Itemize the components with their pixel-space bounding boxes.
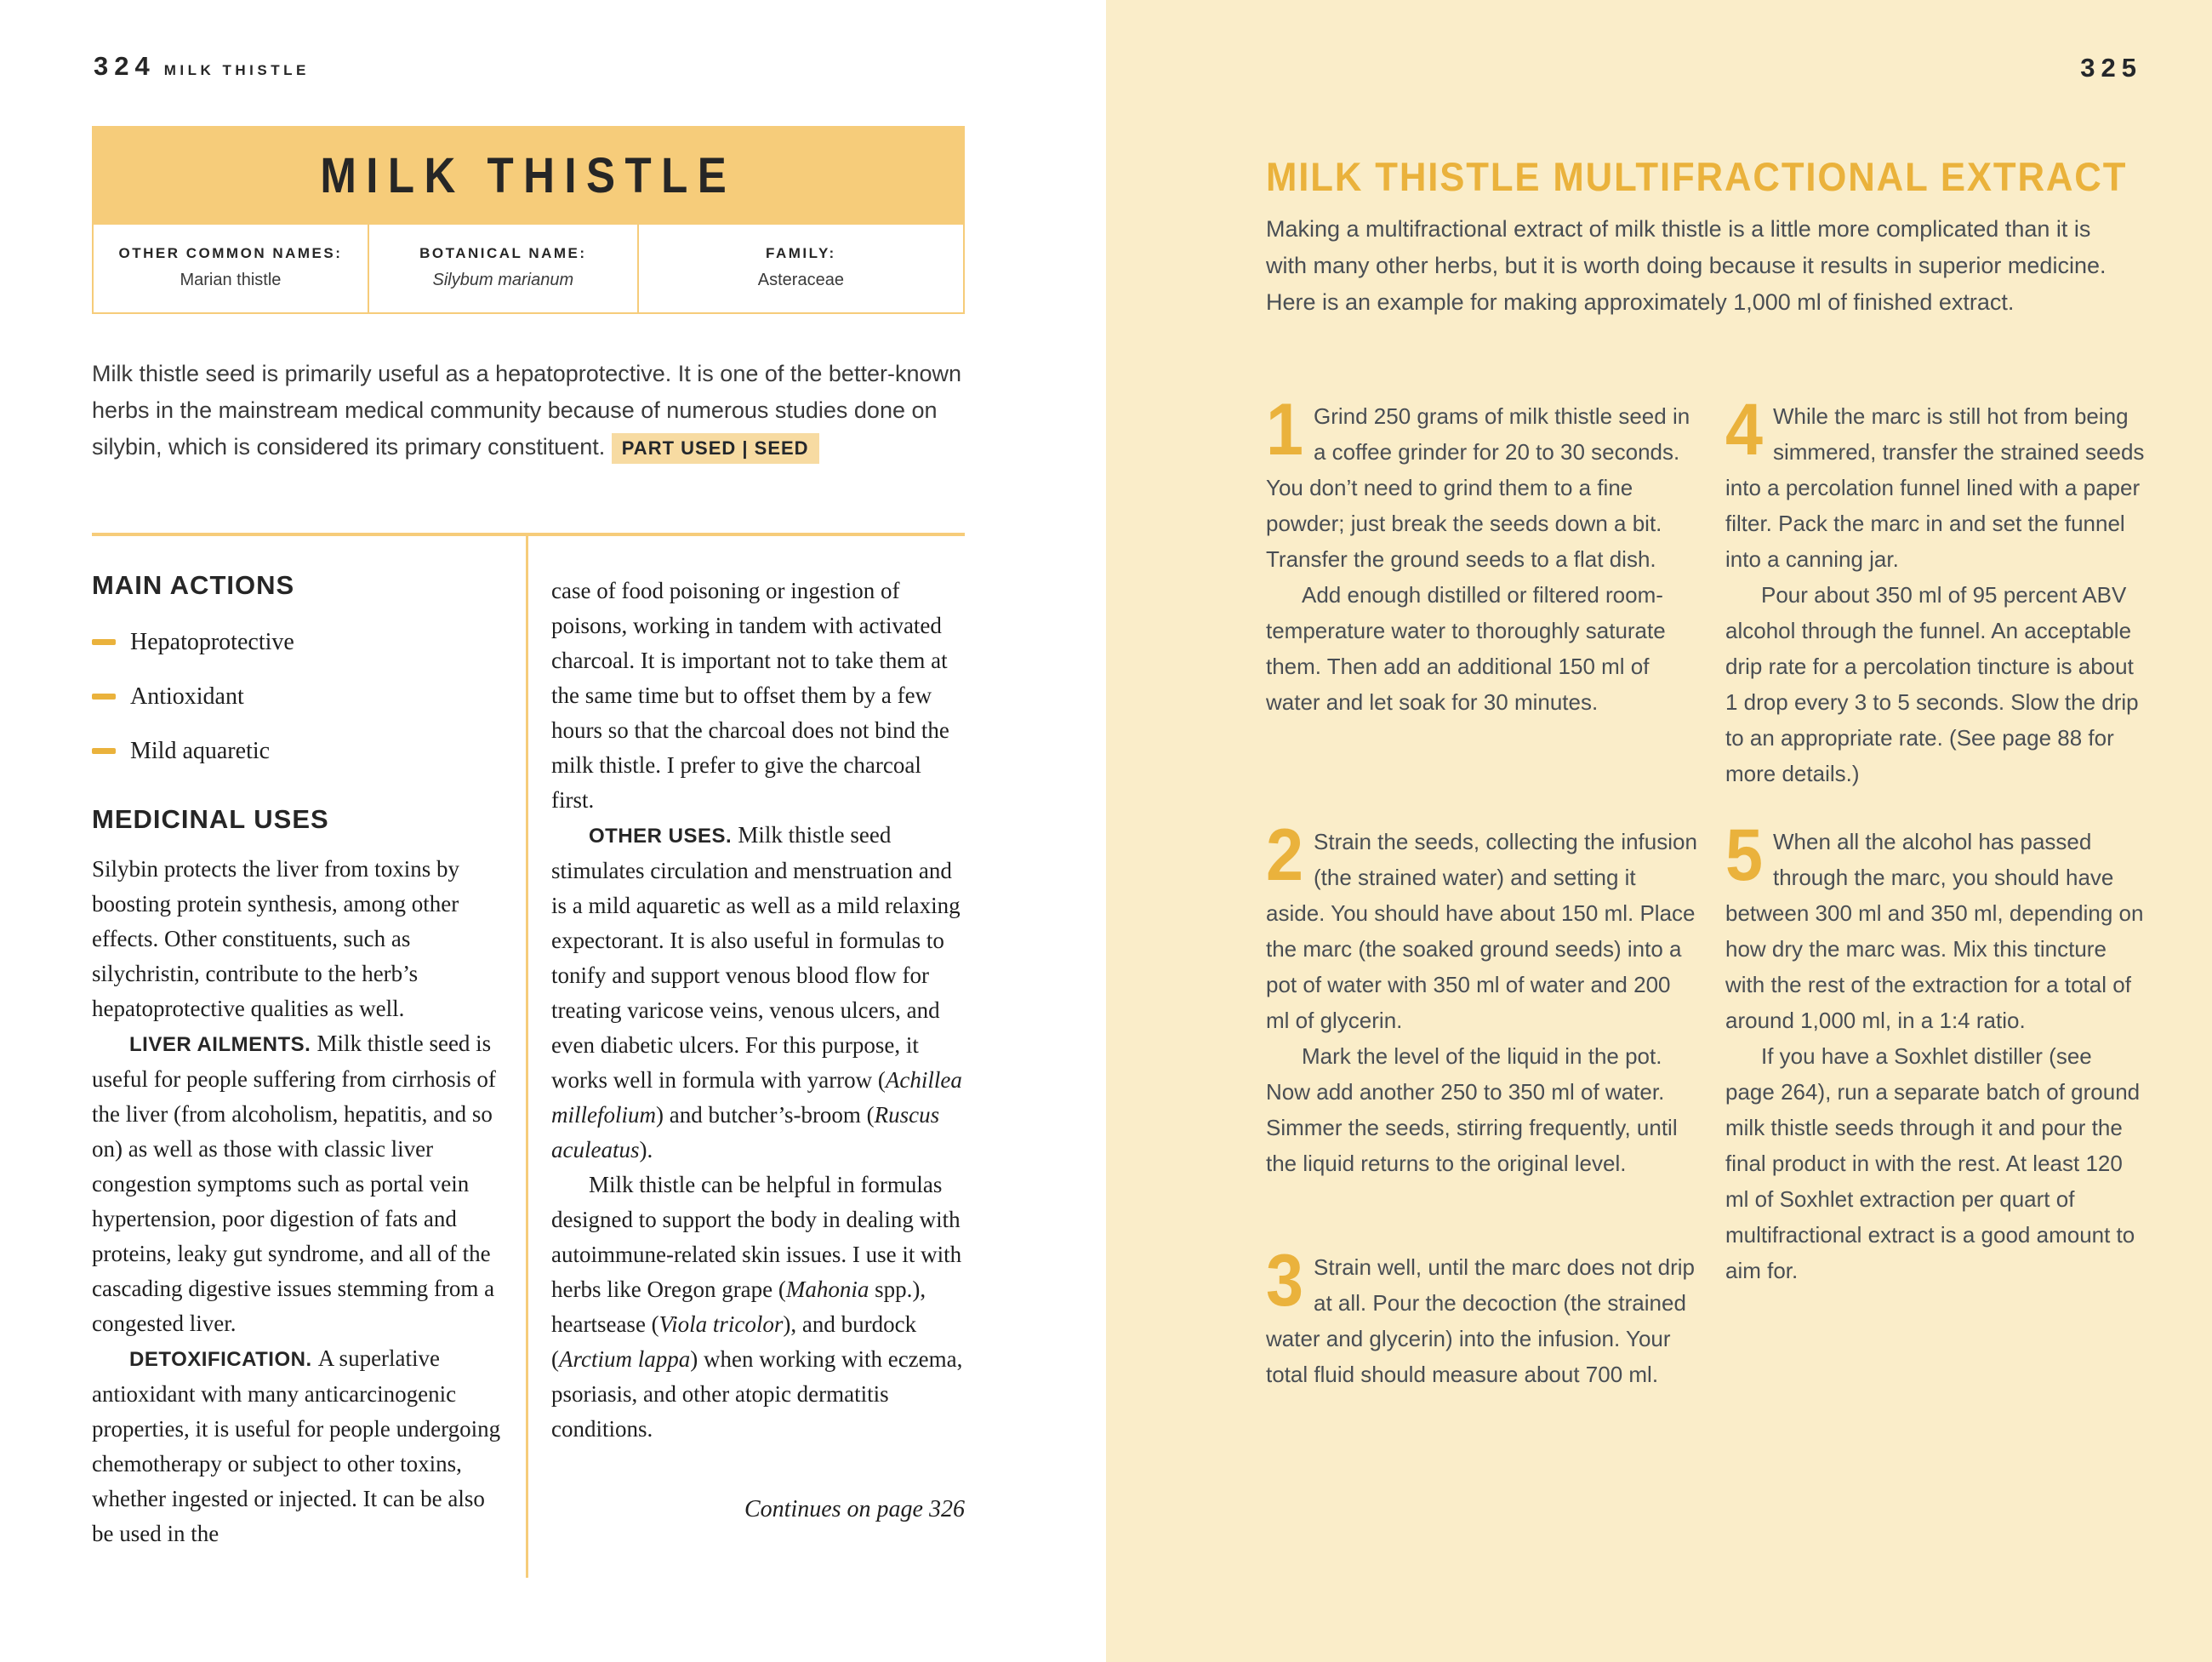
recipe-step-2 [1266, 814, 1698, 1249]
info-label: FAMILY: [766, 245, 836, 261]
list-item [92, 626, 507, 658]
action-label: Hepatoprotective [130, 629, 294, 655]
step-paragraph: When all the alcohol has passed through the marc, you should have between 300 ml and 350 ml, depending on how dry the marc was. Mix this tincture with the rest of the extraction for a total of around 1,000 ml, in a 1:4 ratio. [1725, 829, 2144, 1033]
step-paragraph: If you have a Soxhlet distiller (see page 264), run a separate batch of ground milk thistle seeds through it and pour the final product in with the rest. At least 120 ml of Soxhlet extraction per quart of multifractional extract is a good amount to aim for. [1725, 1043, 2141, 1283]
herb-info-table [92, 225, 965, 314]
column-divider [526, 536, 528, 1578]
step-number: 3 [1266, 1240, 1303, 1322]
recipe-step-3 [1266, 1240, 1698, 1392]
right-page [1106, 0, 2212, 1662]
part-used-value: SEED [754, 437, 809, 459]
step-number: 2 [1266, 814, 1303, 896]
body-paragraph: DETOXIFICATION. A superlative antioxidant with many anticarcinogenic properties, it is useful for people undergoing chemotherapy or subject to other toxins, whether ingested or injected. It can be also be used in the [92, 1345, 501, 1546]
two-column-body [92, 536, 965, 1591]
body-paragraph: Silybin protects the liver from toxins by boosting protein synthesis, among other effects. Other constituents, such as silychristin, contribute to the herb’s hepatoprotective qualities as well. [92, 856, 459, 1021]
body-paragraph: OTHER USES. Milk thistle seed stimulates circulation and menstruation and is a mild aquaretic as well as a mild relaxing expectorant. It is also useful in formulas to tonify and support venous blood flow for treating varicose veins, venous ulcers, and even diabetic ulcers. For this purpose, it works well in formula with yarrow (Achillea millefolium) and butcher’s-broom (Ruscus aculeatus). [551, 822, 962, 1162]
right-column [551, 574, 965, 1523]
recipe-step-4 [1725, 389, 2146, 824]
recipe-intro-paragraph: Making a multifractional extract of milk thistle is a little more complicated than it is with many other herbs, but it is worth doing because it results in superior medicine. Here is an example for making approximately 1,000 ml of finished extract. [1266, 216, 2107, 315]
herb-intro-paragraph [92, 356, 972, 466]
step-paragraph: Mark the level of the liquid in the pot. Now add another 250 to 350 ml of water. Simmer the seeds, stirring frequently, until the liquid returns to the original level. [1266, 1043, 1678, 1176]
step-paragraph: Grind 250 grams of milk thistle seed in a coffee grinder for 20 to 30 seconds. You don’t need to grind them to a fine powder; just break the seeds down a bit. Transfer the ground seeds to a flat dish. [1266, 403, 1690, 572]
right-page-number: 325 [2080, 53, 2142, 83]
left-column [92, 570, 507, 1551]
step-paragraph: Add enough distilled or filtered room-temperature water to thoroughly saturate them. Then add an additional 150 ml of water and let soak for 30 minutes. [1266, 582, 1666, 715]
extract-recipe-title: MILK THISTLE MULTIFRACTIONAL EXTRACT [1266, 154, 2128, 199]
step-number: 1 [1266, 389, 1303, 471]
info-label: BOTANICAL NAME: [419, 245, 587, 261]
steps-column-1 [1266, 389, 1698, 1392]
info-cell-family [637, 225, 963, 312]
intro-text: Milk thistle seed is primarily useful as a hepatoprotective. It is one of the better-known herbs in the mainstream medical community because of numerous studies done on silybin, which is considered its primary constituent. [92, 361, 961, 460]
herb-title-box [92, 126, 965, 225]
main-actions-heading: MAIN ACTIONS [92, 570, 295, 600]
recipe-step-5 [1725, 814, 2146, 1288]
part-used-label: PART USED | [621, 437, 749, 459]
herb-title: MILK THISTLE [320, 147, 737, 203]
info-value: Silybum marianum [432, 271, 574, 289]
left-folio [94, 51, 310, 82]
action-label: Mild aquaretic [130, 738, 271, 764]
dash-bullet-icon [92, 639, 116, 645]
info-value: Marian thistle [180, 271, 282, 289]
medicinal-uses-heading: MEDICINAL USES [92, 804, 329, 834]
step-paragraph: While the marc is still hot from being simmered, transfer the strained seeds into a percolation funnel lined with a paper filter. Pack the marc in and set the funnel into a canning jar. [1725, 403, 2145, 572]
list-item [92, 681, 507, 712]
info-label: OTHER COMMON NAMES: [118, 245, 343, 261]
dash-bullet-icon [92, 694, 116, 700]
left-page-number: 324 [94, 51, 156, 81]
step-number: 4 [1725, 389, 1762, 471]
action-label: Antioxidant [130, 683, 244, 710]
part-used-badge [612, 433, 819, 464]
step-paragraph: Strain well, until the marc does not drip at all. Pour the decoction (the strained water and glycerin) into the infusion. Your total fluid should measure about 700 ml. [1266, 1254, 1695, 1387]
left-running-head: MILK THISTLE [163, 62, 310, 78]
dash-bullet-icon [92, 748, 116, 754]
body-paragraph: LIVER AILMENTS. Milk thistle seed is useful for people suffering from cirrhosis of the liver (from alcoholism, hepatitis, and so on) as well as those with classic liver congestion symptoms such as portal vein hypertension, poor digestion of fats and proteins, leaky gut syndrome, and all of the cascading digestive issues stemming from a congested liver. [92, 1031, 496, 1336]
step-number: 5 [1725, 814, 1762, 896]
info-cell-botanical-name [368, 225, 637, 312]
body-paragraph: case of food poisoning or ingestion of poisons, working in tandem with activated charcoal. It is important not to take them at the same time but to offset them by a few hours so that the charcoal does not bind the milk thistle. I prefer to give the charcoal first. [551, 578, 949, 813]
info-cell-common-names [94, 225, 368, 312]
continues-note: Continues on page 326 [744, 1496, 965, 1522]
list-item [92, 735, 507, 767]
recipe-step-1 [1266, 389, 1698, 824]
body-paragraph: Milk thistle can be helpful in formulas designed to support the body in dealing with autoimmune-related skin issues. I use it with herbs like Oregon grape (Mahonia spp.), heartsease (Viola tricolor), and burdock (Arctium lappa) when working with eczema, psoriasis, and other atopic dermatitis conditions. [551, 1172, 963, 1442]
steps-column-2 [1725, 389, 2146, 1288]
step-paragraph: Pour about 350 ml of 95 percent ABV alcohol through the funnel. An acceptable drip rate for a percolation tincture is about 1 drop every 3 to 5 seconds. Slow the drip to an appropriate rate. (See page 88 for more details.) [1725, 582, 2139, 786]
step-paragraph: Strain the seeds, collecting the infusion (the strained water) and setting it aside. You should have about 150 ml. Place the marc (the soaked ground seeds) into a pot of water with 350 ml of water and 200 ml of glycerin. [1266, 829, 1697, 1033]
info-value: Asteraceae [757, 271, 844, 289]
